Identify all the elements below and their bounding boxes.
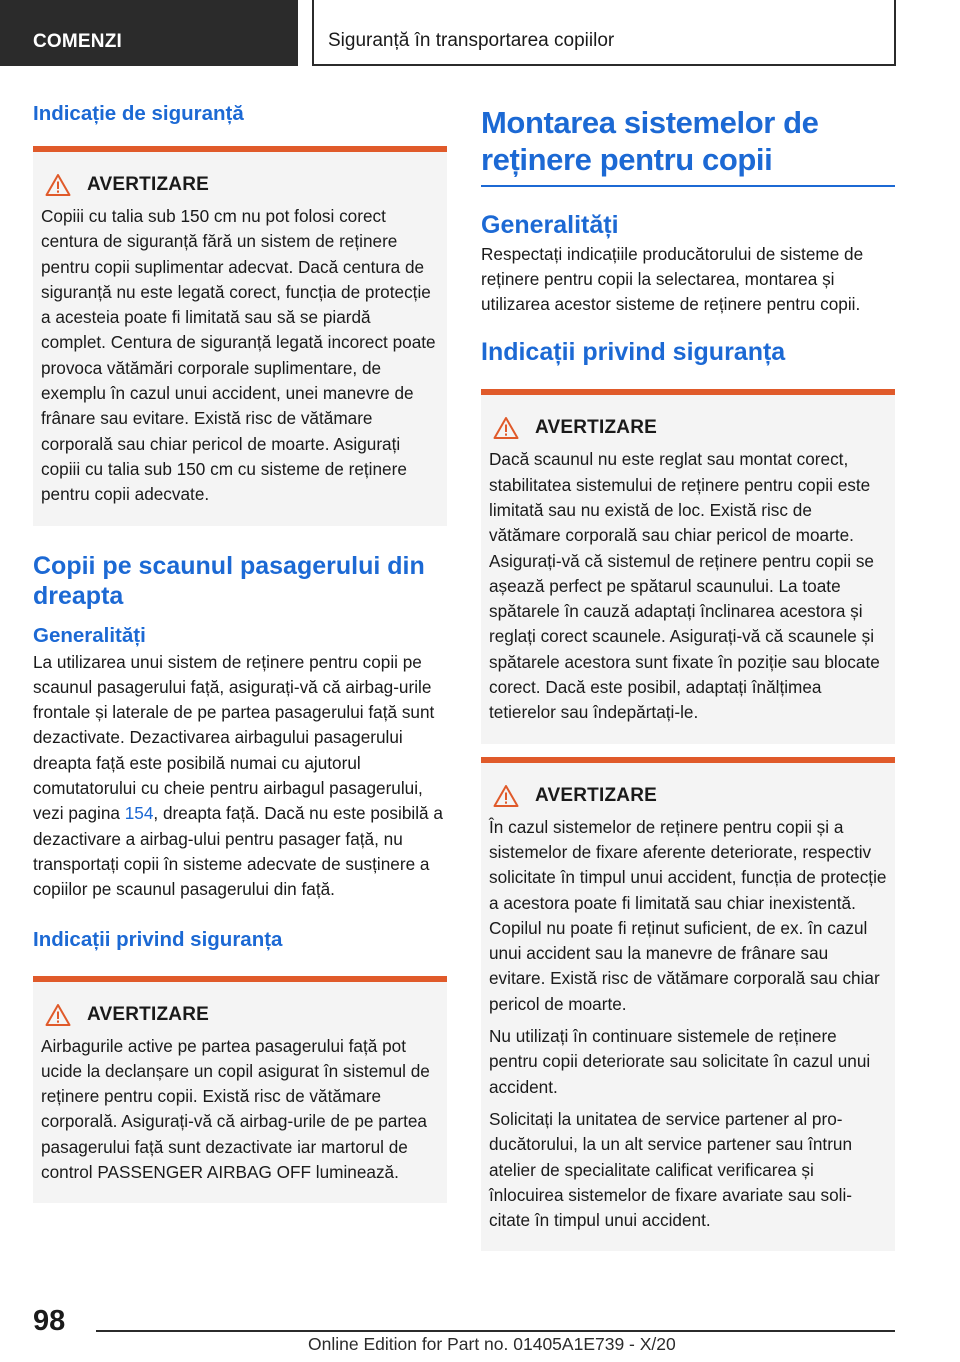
footer-divider <box>96 1330 895 1332</box>
warning-title <box>489 781 887 811</box>
warning-box <box>481 389 895 743</box>
warning-triangle-icon <box>493 784 519 808</box>
warning-text: În cazul sistemelor de reținere pentru copii și a sistemelor de fixare aferente deteriorate, respectiv solicitate în timpul unui accident, funcția de protecție a acestora poate fi limitată sau chiar inexistentă. Copilul nu poate fi reținut suficient, de ex. în cazul unui accident sau la manevre de frânare sau evitare. Există risc de vătămare corporală sau chiar pericol de moarte. <box>489 816 887 1014</box>
page-link[interactable]: 154 <box>124 803 154 824</box>
warning-text: Solicitați la unitatea de service partener al producătorului, la un alt service partener sau întrun atelier de specialitate calificat verificarea și înlocuirea sistemelor de fixare avariate sau solicitate în timpul unui accident. <box>489 1108 853 1231</box>
warning-title <box>41 170 439 200</box>
heading-safety-instructions: Indicații privind siguranța <box>481 338 786 367</box>
warning-text: Airbagurile active pe partea pasagerului față pot ucide la declanșare un copil asigurat în sistemul de reținere pentru copii. Există risc de vătămare corporală. Asigurați-vă că airbag-urile de pe partea pasagerului față sunt dezactivate iar martorul de control PASSENGER AIRBAG OFF luminează. <box>41 1035 430 1183</box>
warning-label: AVERTIZARE <box>87 1003 209 1025</box>
warning-text: Dacă scaunul nu este reglat sau montat corect, stabilitatea sistemului de reținere pentru copii este limitată sau nu există de loc. Există risc de vătămare corporală sau chiar pericol de moarte. Asigurați-vă că sistemul de reținere pentru copii se așează perfect pe spătarul scaunului. La toate spătarele în cauză adaptați înclinarea acestora și reglați corect scaunele. Asigurați-vă că scaunele și spătarele acestora sunt fixate în poziție sau blocate corect. Dacă este posibil, adaptați înălțimea tetierelor sau îndepărtați-le. <box>489 449 880 723</box>
heading-rule <box>481 185 895 187</box>
right-column <box>481 96 895 1251</box>
heading-general: Generalități <box>33 623 146 647</box>
warning-triangle-icon <box>45 173 71 197</box>
warning-box <box>33 146 447 526</box>
heading-general: Generalități <box>481 210 619 239</box>
heading-safety-instructions: Indicații privind siguranța <box>33 927 283 951</box>
heading-passenger-seat: Copii pe scaunul pasagerului din dreapta <box>33 551 425 610</box>
general-paragraph: Respectați indicațiile producătorului de sisteme de reținere pentru copii la selectarea, montarea și utilizarea acestor sisteme de reținere pentru copii. <box>481 243 864 315</box>
heading-main: Montarea sistemelor de reținere pentru copii <box>481 105 819 177</box>
general-text-part2: , dreapta față. Dacă nu este posibilă a dezactivare a airbag-ului pentru pasager față, nu transportați copii în sisteme adecvate de susținere a copiilor pe scaunul pasagerului din față. <box>33 803 443 900</box>
warning-title <box>41 1000 439 1030</box>
warning-triangle-icon <box>493 416 519 440</box>
warning-text: Copiii cu talia sub 150 cm nu pot folosi corect centura de siguranță fără un sistem de reținere pentru copii suplimentar adecvat. Dacă centura de siguranță nu este legată corect, funcția de protecție a acesteia poate fi limitată sau să se piardă complet. Centura de siguranță legată incorect poate provoca vătămări corporale suplimentare, de exemplu în cazul unui accident, unei manevre de frânare sau evitare. Există risc de vătămare corporală sau chiar pericol de moarte. Asigurați copiii cu talia sub 150 cm cu sisteme de reținere pentru copii adecvate. <box>41 206 436 505</box>
warning-label: AVERTIZARE <box>535 784 657 806</box>
warning-label: AVERTIZARE <box>535 417 657 439</box>
warning-box <box>481 757 895 1252</box>
heading-safety-note: Indicație de siguranță <box>33 102 244 125</box>
general-paragraph <box>33 650 447 903</box>
edition-note: Online Edition for Part no. 01405A1E739 - X/20 <box>308 1334 676 1354</box>
chapter-title: Siguranță în transportarea copiilor <box>312 0 896 66</box>
left-column <box>33 96 447 1203</box>
section-tab: COMENZI <box>0 0 298 66</box>
warning-label: AVERTIZARE <box>87 174 209 195</box>
warning-title <box>489 413 887 443</box>
warning-text: Nu utilizați în continuare sistemele de reținere pentru copii deteriorate sau solicitate în cazul unui accident. <box>489 1026 871 1097</box>
warning-box <box>33 976 447 1204</box>
page-number: 98 <box>33 1305 66 1337</box>
warning-triangle-icon <box>45 1003 71 1027</box>
page-header <box>0 0 960 66</box>
general-text-part1: La utilizarea unui sistem de reținere pentru copii pe scaunul pasagerului față, asigurați-vă că airbag-urile frontale și laterale de pe partea pasagerului față sunt dezactivate. Dezactivarea airbagului pasagerului dreapta față este posibilă numai cu ajutorul comutatorului cu cheie pentru airbagul pasagerului, vezi pagina <box>33 651 435 824</box>
